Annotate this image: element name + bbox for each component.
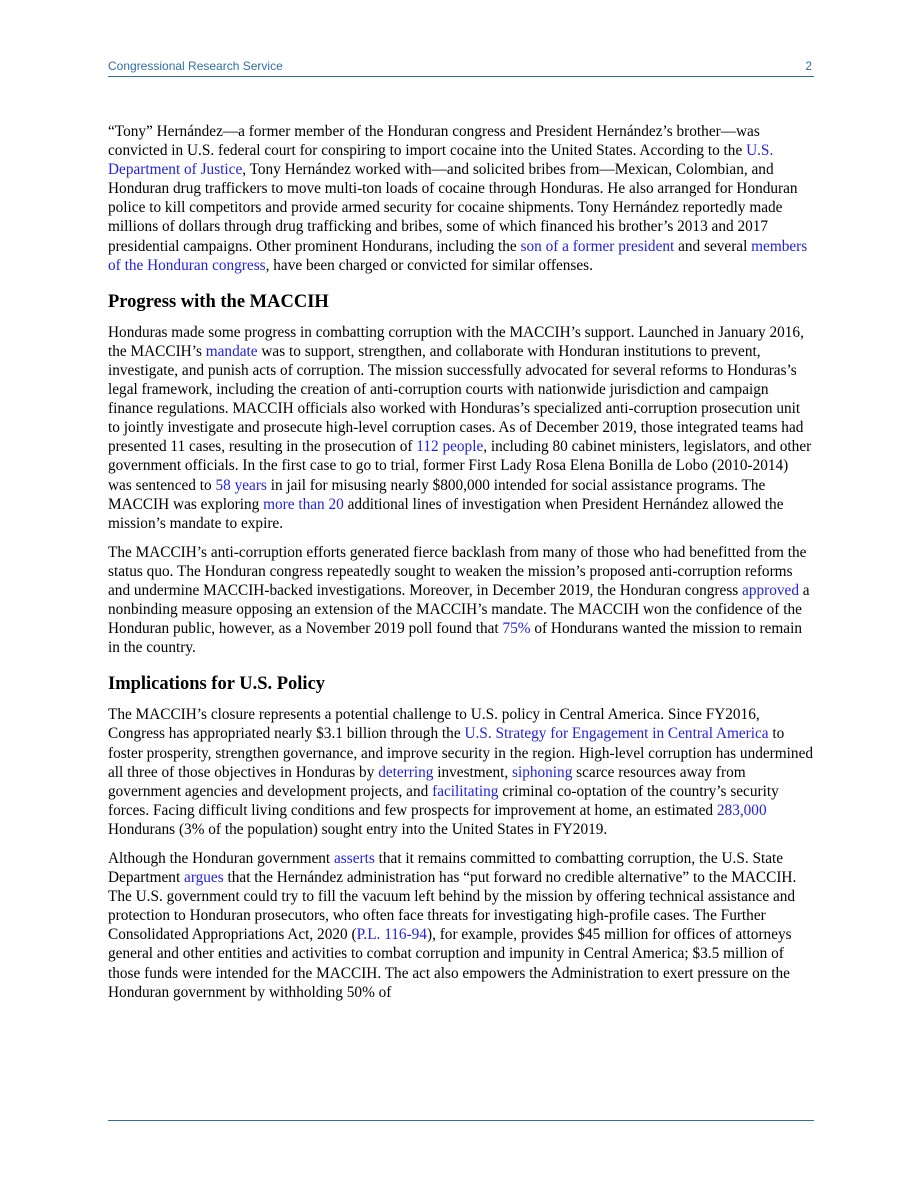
text-run: Hondurans (3% of the population) sought entry into the United States in FY2019. bbox=[108, 820, 608, 838]
page-number: 2 bbox=[805, 59, 812, 73]
link-more-than-20[interactable]: more than 20 bbox=[263, 495, 344, 513]
text-run: that it remains committed to combatting corruption, the U.S. State Department bbox=[108, 850, 784, 887]
text-run: of Hondurans wanted the mission to remain in the country. bbox=[108, 620, 802, 657]
text-run: in jail for misusing nearly $800,000 intended for social assistance programs. The MACCIH was exploring bbox=[108, 476, 766, 513]
page-header bbox=[108, 58, 814, 77]
link-approved[interactable]: approved bbox=[742, 581, 799, 599]
link-58-years[interactable]: 58 years bbox=[215, 476, 267, 494]
text-run: Honduras made some progress in combatting corruption with the MACCIH’s support. Launched in January 2016, the MACCIH’s bbox=[108, 323, 804, 360]
progress-paragraph-1 bbox=[108, 323, 814, 533]
text-run: that the Hernández administration has “put forward no credible alternative” to the MACCIH. The U.S. government could try to fill the vacuum left behind by the mission by offering technical assistance and protection to Honduran prosecutors, who often face threats for investigating high-profile cases. The Further Consolidated Appropriations Act, 2020 ( bbox=[108, 869, 797, 944]
text-run: to foster prosperity, strengthen governance, and improve security in the region. High-level corruption has undermined all three of those objectives in Honduras by bbox=[108, 725, 814, 781]
text-run: The MACCIH’s anti-corruption efforts generated fierce backlash from many of those who had benefitted from the status quo. The Honduran congress repeatedly sought to weaken the mission’s proposed anti-corruption reforms and undermine MACCIH-backed investigations. Moreover, in December 2019, the Honduran congress bbox=[108, 543, 807, 599]
link-us-strategy[interactable]: U.S. Strategy for Engagement in Central America bbox=[464, 725, 769, 743]
footer-divider bbox=[108, 1120, 814, 1121]
text-run: , including 80 cabinet ministers, legislators, and other government officials. In the first case to go to trial, former First Lady Rosa Elena Bonilla de Lobo (2010-2014) was sentenced to bbox=[108, 438, 812, 494]
link-doj[interactable]: U.S. Department of Justice bbox=[108, 142, 774, 179]
document-body bbox=[108, 122, 814, 1012]
section-heading-implications: Implications for U.S. Policy bbox=[108, 674, 326, 695]
link-facilitating[interactable]: facilitating bbox=[432, 782, 499, 800]
text-run: The MACCIH’s closure represents a potential challenge to U.S. policy in Central America. Since FY2016, Congress has appropriated nearly $3.1 billion through the bbox=[108, 706, 760, 743]
text-run: , Tony Hernández worked with—and solicited bribes from—Mexican, Colombian, and Honduran drug traffickers to move multi-ton loads of cocaine through Honduras. He also arranged for Honduran police to kill competitors and provide armed security for cocaine shipments. Tony Hernández reportedly made millions of dollars through drug trafficking and bribes, some of which financed his brother’s 2013 and 2017 presidential campaigns. Other prominent Hondurans, including the bbox=[108, 161, 798, 255]
text-run: ), for example, provides $45 million for offices of attorneys general and other entities and activities to combat corruption and impunity in Central America; $3.5 million of those funds were intended for the MACCIH. The act also empowers the Administration to exert pressure on the Honduran government by withholding 50% of bbox=[108, 926, 792, 1001]
link-siphoning[interactable]: siphoning bbox=[512, 763, 573, 781]
text-run: “Tony” Hernández—a former member of the Honduran congress and President Hernández’s brother—was convicted in U.S. federal court for conspiring to import cocaine into the United States. According to the bbox=[108, 123, 760, 160]
text-run: was to support, strengthen, and collaborate with Honduran institutions to prevent, investigate, and punish acts of corruption. The mission successfully advocated for several reforms to Honduras’s legal framework, including the creation of anti-corruption courts with nationwide jurisdiction and campaign finance regulations. MACCIH officials also worked with Honduras’s specialized anti-corruption prosecution unit to jointly investigate and prosecute high-level corruption cases. As of December 2019, those integrated teams had presented 11 cases, resulting in the prosecution of bbox=[108, 342, 804, 456]
link-mandate[interactable]: mandate bbox=[205, 342, 258, 360]
intro-paragraph bbox=[108, 122, 814, 275]
text-run: and several bbox=[674, 237, 752, 255]
progress-paragraph-2 bbox=[108, 543, 814, 658]
text-run: a nonbinding measure opposing an extension of the MACCIH’s mandate. The MACCIH won the confidence of the Honduran public, however, as a November 2019 poll found that bbox=[108, 581, 810, 638]
implications-paragraph-2 bbox=[108, 849, 814, 1002]
link-son-of-former-president[interactable]: son of a former president bbox=[520, 237, 675, 255]
text-run: investment, bbox=[433, 763, 513, 781]
text-run: criminal co-optation of the country’s security forces. Facing difficult living conditions and few prospects for improvement at home, an estimated bbox=[108, 782, 779, 819]
link-members-of-congress[interactable]: members of the Honduran congress bbox=[108, 237, 808, 274]
header-source: Congressional Research Service bbox=[108, 59, 283, 73]
link-asserts[interactable]: asserts bbox=[334, 850, 375, 867]
text-run: scarce resources away from government agencies and development projects, and bbox=[108, 763, 746, 800]
text-run: Although the Honduran government bbox=[108, 850, 335, 867]
text-run: , have been charged or convicted for similar offenses. bbox=[265, 256, 593, 274]
implications-paragraph-1 bbox=[108, 705, 814, 839]
link-112-people[interactable]: 112 people bbox=[416, 438, 484, 456]
link-pl-116-94[interactable]: P.L. 116-94 bbox=[356, 926, 427, 944]
link-75-percent[interactable]: 75% bbox=[502, 620, 531, 638]
link-deterring[interactable]: deterring bbox=[378, 763, 434, 781]
text-run: additional lines of investigation when President Hernández allowed the mission’s mandate to expire. bbox=[108, 495, 784, 532]
link-283000[interactable]: 283,000 bbox=[716, 801, 767, 819]
link-argues[interactable]: argues bbox=[184, 869, 224, 887]
section-heading-progress: Progress with the MACCIH bbox=[108, 291, 329, 312]
